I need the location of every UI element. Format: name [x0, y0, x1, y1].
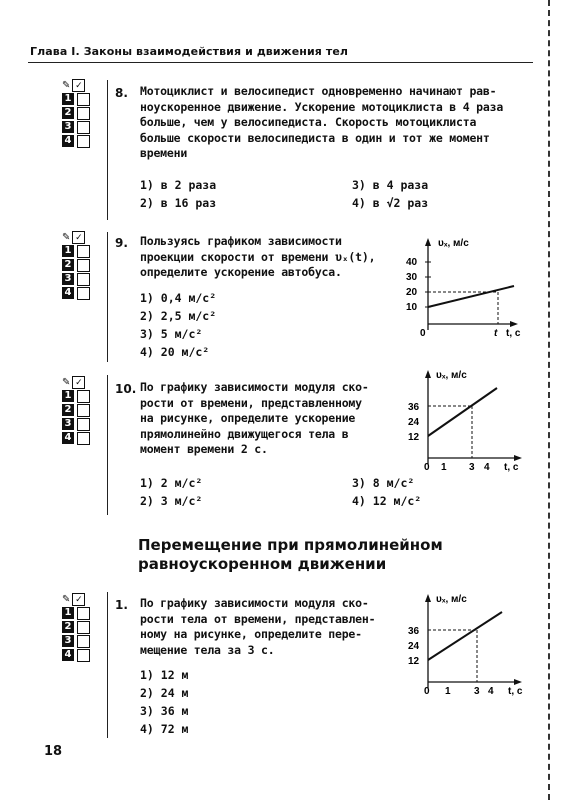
question-number: 9. — [115, 236, 128, 250]
page-cut-line — [548, 0, 550, 800]
answer-checkbox[interactable] — [77, 121, 90, 134]
x-tick-label: 0 — [424, 462, 430, 473]
y-tick-label: 36 — [408, 402, 420, 413]
question-line: момент времени 2 с. — [140, 442, 268, 456]
question-line: проекции скорости от времени υₓ(t), — [140, 249, 376, 264]
answer-number-label: 2 — [62, 621, 74, 633]
x-tick-label: 1 — [441, 462, 447, 473]
question-number: 8. — [115, 86, 128, 100]
answer-number-label: 1 — [62, 93, 74, 105]
answer-checkbox[interactable] — [77, 404, 90, 417]
bubble-header — [62, 375, 102, 389]
pencil-icon: ✎ — [62, 79, 71, 91]
question-1-rule — [107, 592, 108, 738]
x-axis-label: t, с — [506, 328, 521, 339]
x-tick-label: 4 — [484, 462, 490, 473]
answer-option[interactable]: 4) 20 м/с² — [140, 345, 210, 359]
answer-checkbox[interactable] — [77, 245, 90, 258]
answer-bubble-row[interactable] — [62, 286, 102, 300]
answer-option[interactable]: 1) в 2 раза — [140, 178, 217, 192]
bubble-header — [62, 78, 102, 92]
answer-bubbles-q9[interactable] — [62, 230, 102, 300]
answer-number-label: 4 — [62, 135, 74, 147]
question-line: По графику зависимости модуля ско- — [140, 380, 369, 394]
x-axis-label: t, с — [504, 462, 519, 473]
answer-bubble-row[interactable] — [62, 106, 102, 120]
y-tick-label: 10 — [406, 302, 418, 313]
question-line: на рисунке, определите ускорение — [140, 411, 356, 425]
checkmark-icon: ✓ — [72, 593, 85, 606]
x-axis-arrow — [510, 321, 518, 327]
answer-number-label: 1 — [62, 607, 74, 619]
velocity-graph-q9 — [396, 232, 526, 342]
answer-checkbox[interactable] — [77, 390, 90, 403]
answer-number-label: 3 — [62, 418, 74, 430]
answer-bubble-row[interactable] — [62, 92, 102, 106]
y-axis-arrow — [425, 594, 431, 602]
answer-number-label: 1 — [62, 390, 74, 402]
question-line: рости тела от времени, представлен- — [140, 611, 376, 626]
answer-checkbox[interactable] — [77, 432, 90, 445]
answer-number-label: 3 — [62, 635, 74, 647]
answer-checkbox[interactable] — [77, 607, 90, 620]
bubble-header — [62, 592, 102, 606]
question-text — [140, 84, 540, 162]
velocity-graph-q10 — [400, 366, 540, 478]
answer-number-label: 3 — [62, 273, 74, 285]
y-axis-label: υₓ, м/с — [436, 370, 467, 381]
answer-option[interactable]: 4) 12 м/с² — [352, 494, 422, 508]
answer-option[interactable]: 3) 5 м/с² — [140, 327, 203, 341]
pencil-icon: ✎ — [62, 231, 71, 243]
question-number: 10. — [115, 382, 137, 396]
answer-option[interactable]: 4) в √2 раз — [352, 196, 429, 210]
answer-number-label: 2 — [62, 259, 74, 271]
question-8-rule — [107, 80, 108, 220]
answer-bubble-row[interactable] — [62, 272, 102, 286]
answer-bubble-row[interactable] — [62, 606, 102, 620]
answer-checkbox[interactable] — [77, 259, 90, 272]
pencil-icon: ✎ — [62, 593, 71, 605]
answer-bubbles-q10[interactable] — [62, 375, 102, 445]
y-tick-label: 24 — [408, 641, 420, 652]
answer-bubble-row[interactable] — [62, 244, 102, 258]
bubble-header — [62, 230, 102, 244]
x-tick-label: 1 — [445, 686, 451, 697]
question-line: рости от времени, представленному — [140, 395, 362, 410]
answer-checkbox[interactable] — [77, 418, 90, 431]
answer-checkbox[interactable] — [77, 621, 90, 634]
checkmark-icon: ✓ — [72, 231, 85, 244]
checkmark-icon: ✓ — [72, 376, 85, 389]
answer-bubbles-q8[interactable] — [62, 78, 102, 148]
answer-checkbox[interactable] — [77, 635, 90, 648]
x-axis-label: t, с — [508, 686, 523, 697]
answer-checkbox[interactable] — [77, 107, 90, 120]
answer-option[interactable]: 2) в 16 раз — [140, 196, 217, 210]
velocity-graph-q1 — [400, 590, 540, 702]
answer-option[interactable]: 2) 3 м/с² — [140, 494, 203, 508]
answer-option[interactable]: 1) 12 м — [140, 668, 189, 682]
page-number: 18 — [44, 744, 63, 759]
answer-checkbox[interactable] — [77, 93, 90, 106]
answer-number-label: 4 — [62, 432, 74, 444]
question-line: мещение тела за 3 с. — [140, 642, 275, 657]
answer-option[interactable]: 3) 36 м — [140, 704, 189, 718]
y-tick-label: 12 — [408, 432, 420, 443]
x-axis-arrow — [514, 455, 522, 461]
question-line: больше, чем у велосипедиста. Скорость мотоциклиста — [140, 115, 477, 129]
y-axis-label: υₓ, м/с — [436, 594, 467, 605]
section-title-line: равноускоренном движении — [138, 555, 387, 573]
question-10-rule — [107, 375, 108, 515]
section-title — [138, 536, 443, 574]
question-line: По графику зависимости модуля ско- — [140, 596, 369, 610]
answer-number-label: 4 — [62, 649, 74, 661]
y-axis-label: υₓ, м/с — [438, 238, 469, 249]
question-text — [140, 234, 410, 281]
answer-bubble-row[interactable] — [62, 120, 102, 134]
answer-bubble-row[interactable] — [62, 258, 102, 272]
answer-option[interactable]: 3) в 4 раза — [352, 178, 429, 192]
header-divider — [28, 62, 533, 63]
answer-bubble-row[interactable] — [62, 403, 102, 417]
x-tick-label: 3 — [474, 686, 480, 697]
answer-bubble-row[interactable] — [62, 134, 102, 148]
y-tick-label: 12 — [408, 656, 420, 667]
y-tick-label: 36 — [408, 626, 420, 637]
x-tick-label: 4 — [488, 686, 494, 697]
pencil-icon: ✎ — [62, 376, 71, 388]
question-line: Мотоциклист и велосипедист одновременно начинают рав- — [140, 84, 497, 98]
chapter-header: Глава I. Законы взаимодействия и движения тел — [30, 45, 349, 58]
answer-bubble-row[interactable] — [62, 620, 102, 634]
y-tick-label: 30 — [406, 272, 418, 283]
answer-checkbox[interactable] — [77, 287, 90, 300]
answer-number-label: 2 — [62, 107, 74, 119]
question-line: прямолинейно движущегося тела в — [140, 426, 349, 441]
question-line: ноускоренное движение. Ускорение мотоциклиста в 4 раза — [140, 99, 504, 114]
question-text — [140, 380, 410, 458]
answer-number-label: 2 — [62, 404, 74, 416]
answer-bubbles-q1[interactable] — [62, 592, 102, 662]
answer-option[interactable]: 1) 0,4 м/с² — [140, 291, 217, 305]
question-line: Пользуясь графиком зависимости — [140, 234, 342, 248]
x-tick-label: 3 — [469, 462, 475, 473]
answer-bubble-row[interactable] — [62, 634, 102, 648]
y-tick-label: 40 — [406, 257, 418, 268]
answer-number-label: 1 — [62, 245, 74, 257]
checkmark-icon: ✓ — [72, 79, 85, 92]
answer-option[interactable]: 2) 24 м — [140, 686, 189, 700]
answer-option[interactable]: 3) 8 м/с² — [352, 476, 415, 490]
x-marker-label: t — [494, 328, 498, 339]
velocity-line — [428, 388, 497, 436]
velocity-line — [428, 612, 502, 660]
answer-option[interactable]: 4) 72 м — [140, 722, 189, 736]
answer-checkbox[interactable] — [77, 649, 90, 662]
answer-checkbox[interactable] — [77, 135, 90, 148]
velocity-line — [428, 286, 514, 307]
answer-bubble-row[interactable] — [62, 648, 102, 662]
y-tick-label: 24 — [408, 417, 420, 428]
x-axis-arrow — [514, 679, 522, 685]
x-tick-label: 0 — [420, 328, 426, 339]
section-title-line: Перемещение при прямолинейном — [138, 536, 443, 554]
question-line: ному на рисунке, определите пере- — [140, 627, 362, 641]
question-line: больше скорости велосипедиста в один и тот же момент — [140, 130, 490, 145]
answer-checkbox[interactable] — [77, 273, 90, 286]
question-text — [140, 596, 410, 658]
question-line: времени — [140, 146, 188, 160]
answer-bubble-row[interactable] — [62, 431, 102, 445]
answer-option[interactable]: 1) 2 м/с² — [140, 476, 203, 490]
answer-number-label: 3 — [62, 121, 74, 133]
x-tick-label: 0 — [424, 686, 430, 697]
question-line: определите ускорение автобуса. — [140, 265, 342, 279]
y-axis-arrow — [425, 238, 431, 246]
question-9-rule — [107, 232, 108, 362]
answer-bubble-row[interactable] — [62, 389, 102, 403]
question-number: 1. — [115, 598, 128, 612]
answer-option[interactable]: 2) 2,5 м/с² — [140, 309, 217, 323]
y-tick-label: 20 — [406, 287, 418, 298]
answer-number-label: 4 — [62, 287, 74, 299]
answer-bubble-row[interactable] — [62, 417, 102, 431]
y-axis-arrow — [425, 370, 431, 378]
